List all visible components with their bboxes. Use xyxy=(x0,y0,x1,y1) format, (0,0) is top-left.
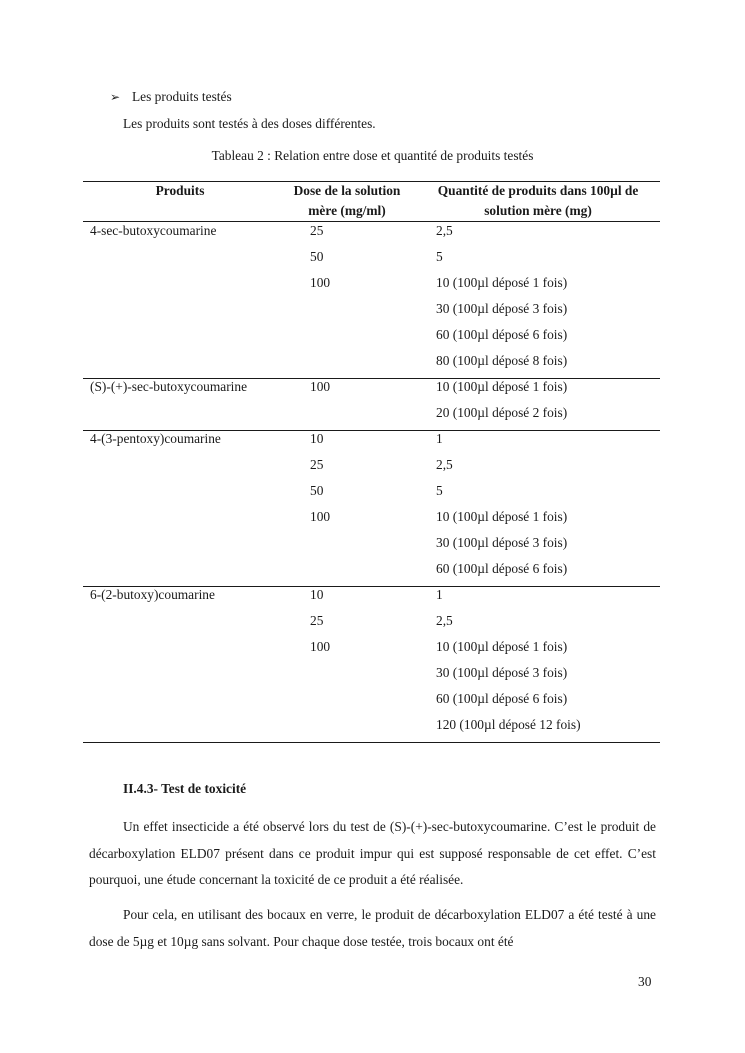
product-cell: 6-(2-butoxy)coumarine xyxy=(90,587,215,602)
quantity-cell: 10 (100µl déposé 1 fois) xyxy=(436,275,568,290)
bullet-item xyxy=(110,89,232,105)
body-paragraph: Pour cela, en utilisant des bocaux en verre, le produit de décarboxylation ELD07 a été testé à une dose de 5µg et 10µg sans solvant. Pour chaque dose testée, trois bocaux ont été xyxy=(89,907,656,949)
quantity-cell: 60 (100µl déposé 6 fois) xyxy=(436,691,568,706)
header-dose: Dose de la solution mère (mg/ml) xyxy=(293,183,401,218)
product-cell: (S)-(+)-sec-butoxycoumarine xyxy=(90,379,248,394)
body-paragraph: Un effet insecticide a été observé lors du test de (S)-(+)-sec-butoxycoumarine. C’est le produit de décarboxylation ELD07 présent dans ce produit impur qui est supposé responsable de cet effet. C’est pourquoi, une étude concernant la toxicité de ce produit a été réalisée. xyxy=(89,819,656,887)
quantity-cell: 10 (100µl déposé 1 fois) xyxy=(436,639,568,654)
quantity-cell: 2,5 xyxy=(436,223,453,238)
intro-text: Les produits sont testés à des doses différentes. xyxy=(123,116,376,131)
section-heading: II.4.3- Test de toxicité xyxy=(123,781,247,796)
dose-cell: 50 xyxy=(310,483,324,498)
quantity-cell: 20 (100µl déposé 2 fois) xyxy=(436,405,568,420)
quantity-cell: 5 xyxy=(436,483,443,498)
dose-cell: 100 xyxy=(310,275,331,290)
quantity-cell: 10 (100µl déposé 1 fois) xyxy=(436,509,568,524)
dose-cell: 100 xyxy=(310,379,331,394)
header-product: Produits xyxy=(155,183,205,198)
dose-cell: 10 xyxy=(310,587,324,602)
quantity-cell: 2,5 xyxy=(436,457,453,472)
quantity-cell: 60 (100µl déposé 6 fois) xyxy=(436,561,568,576)
quantity-cell: 30 (100µl déposé 3 fois) xyxy=(436,301,568,316)
quantity-cell: 30 (100µl déposé 3 fois) xyxy=(436,535,568,550)
quantity-cell: 1 xyxy=(436,431,443,446)
arrow-bullet-icon: ➢ xyxy=(110,90,121,104)
bullet-text: Les produits testés xyxy=(132,89,232,104)
dose-cell: 100 xyxy=(310,509,331,524)
quantity-cell: 80 (100µl déposé 8 fois) xyxy=(436,353,568,368)
quantity-cell: 2,5 xyxy=(436,613,453,628)
table-caption: Tableau 2 : Relation entre dose et quantité de produits testés xyxy=(211,148,534,163)
dose-cell: 10 xyxy=(310,431,324,446)
quantity-cell: 10 (100µl déposé 1 fois) xyxy=(436,379,568,394)
product-cell: 4-sec-butoxycoumarine xyxy=(90,223,217,238)
quantity-cell: 120 (100µl déposé 12 fois) xyxy=(436,717,581,732)
page-number: 30 xyxy=(638,974,652,989)
quantity-cell: 5 xyxy=(436,249,443,264)
dose-cell: 100 xyxy=(310,639,331,654)
dose-cell: 25 xyxy=(310,223,324,238)
product-cell: 4-(3-pentoxy)coumarine xyxy=(90,431,221,446)
dose-cell: 25 xyxy=(310,613,324,628)
quantity-cell: 30 (100µl déposé 3 fois) xyxy=(436,665,568,680)
header-quantity: Quantité de produits dans 100µl de solution mère (mg) xyxy=(437,183,639,218)
dose-cell: 50 xyxy=(310,249,324,264)
quantity-cell: 60 (100µl déposé 6 fois) xyxy=(436,327,568,342)
dose-cell: 25 xyxy=(310,457,324,472)
table-bottom-rule xyxy=(83,742,660,743)
quantity-cell: 1 xyxy=(436,587,443,602)
